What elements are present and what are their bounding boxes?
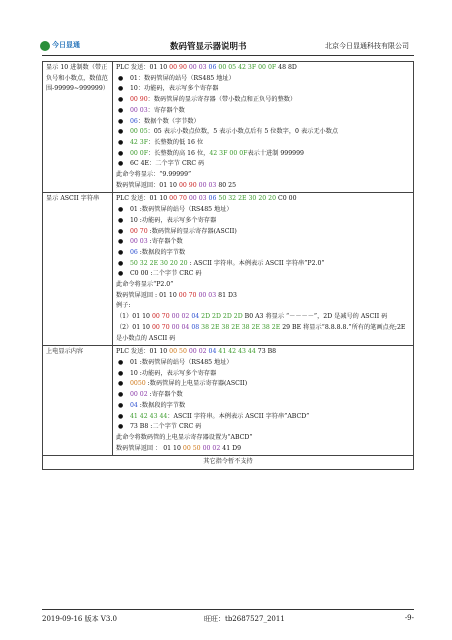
- text-segment: ：长整数的低 16 位: [148, 138, 204, 146]
- hex-field: 00 03: [188, 195, 209, 203]
- text-segment: 6C 4E：二个字节 CRC 码: [129, 160, 205, 168]
- hex-field: 06: [129, 248, 138, 256]
- hex-field: 00 03: [188, 64, 209, 71]
- logo-icon: [40, 41, 50, 51]
- hex-field: 42 3F: [129, 138, 149, 146]
- text-segment: ：05 表示小数点位数，5 表示小数点后有 5 位数字，0 表示无小数点: [147, 128, 339, 136]
- hex-field: 00 03: [198, 291, 219, 299]
- content-line: [116, 312, 410, 323]
- section-content: [112, 193, 413, 346]
- text-segment: :寄存器个数: [147, 391, 183, 399]
- bullet-item: [116, 117, 410, 128]
- text-segment: 01 :数码管屏的站号（RS485 地址）: [129, 358, 233, 366]
- bullet-item: [116, 84, 410, 95]
- content-line: [116, 291, 410, 302]
- header-divider: [42, 55, 414, 56]
- hex-field: 00 02: [129, 391, 148, 399]
- text-segment: :数码管屏的显示寄存器(ASCII): [147, 227, 237, 235]
- hex-field: 00 70: [129, 227, 148, 235]
- hex-field: 00 05 42 3F 00 0F: [218, 64, 279, 71]
- text-segment: C0 00 :二个字节 CRC 码: [129, 270, 202, 278]
- hex-field: 41 42 43 44: [129, 412, 168, 420]
- content-line: [116, 280, 410, 291]
- text-segment: 例子:: [115, 302, 131, 310]
- text-segment: PLC 发送：01 10: [115, 348, 170, 356]
- bullet-item: [116, 369, 410, 380]
- text-segment: 数码管屏返回 ： 01 10: [115, 444, 183, 452]
- bullet-item: [116, 227, 410, 238]
- text-segment: 数码管屏返回 : 01 10: [115, 291, 179, 299]
- text-segment: :数码管屏的上电显示寄存器(ASCII): [145, 380, 248, 388]
- text-segment: 此命令将显示“P2.0”: [115, 281, 174, 289]
- hex-field: 00 02: [171, 313, 192, 321]
- hex-field: 50 32 2E 30 20 20: [218, 195, 279, 203]
- hex-field: 50 32 2E 30 20 20: [129, 259, 188, 267]
- content-line: [116, 181, 410, 192]
- bullet-item: [116, 358, 410, 369]
- text-segment: 10 :功能码，表示写多个寄存器: [129, 369, 217, 377]
- hex-field: 00 70: [178, 291, 199, 299]
- document-title: 数码管显示器说明书: [170, 42, 247, 52]
- content-line: [116, 194, 410, 205]
- bullet-item: [116, 422, 410, 433]
- content-line: [116, 170, 410, 181]
- text-segment: ：长整数的高 16 位，: [148, 149, 210, 157]
- bullet-item: [116, 216, 410, 227]
- hex-field: 00 05: [129, 128, 148, 136]
- hex-field: 00 90: [178, 181, 199, 189]
- section-content: [112, 346, 413, 456]
- hex-field: 06: [208, 195, 219, 203]
- bullet-item: [116, 74, 410, 85]
- text-segment: 29 BE 将显示“8.8.8.8.”所有的笔画点亮;2E 是小数点的 ASCII 码: [115, 323, 406, 342]
- bullet-item: [116, 412, 410, 423]
- bullet-item: [116, 127, 410, 138]
- content-line: [116, 301, 410, 312]
- text-segment: B0 A3 将显示 “－－－－”，2D 是减号的 ASCII 码: [244, 313, 388, 321]
- content-line: [116, 347, 410, 358]
- bullet-item: [116, 379, 410, 390]
- command-table: [42, 61, 414, 470]
- text-segment: C0 00: [278, 195, 297, 203]
- text-segment: 41 D9: [222, 444, 242, 452]
- bullet-item: [116, 269, 410, 280]
- text-segment: 数码管屏返回：01 10: [115, 181, 179, 189]
- bullet-item: [116, 205, 410, 216]
- hex-field: 0050: [129, 380, 146, 388]
- hex-field: 00 90: [169, 64, 189, 71]
- footer-divider: [42, 609, 414, 610]
- bullet-item: [116, 95, 410, 106]
- hex-field: 00 70: [151, 313, 172, 321]
- text-segment: 48 8D: [278, 64, 297, 71]
- text-segment: ：寄存器个数: [147, 106, 185, 114]
- section-content: [112, 62, 413, 193]
- text-segment: 81 D3: [218, 291, 237, 299]
- text-segment: 01：数码管屏的站号（RS485 地址）: [129, 74, 235, 82]
- hex-field: 00 03: [198, 181, 219, 189]
- text-segment: :寄存器个数: [147, 238, 183, 246]
- text-segment: 73 B8 :二个字节 CRC 码: [129, 423, 202, 431]
- hex-field: 00 03: [129, 106, 148, 114]
- section-label: 显示 10 进制数（带正负号和小数点，数值范围-99999~999999）: [43, 62, 113, 193]
- contact: 旺旺：tb2687527_2011: [204, 615, 285, 623]
- hex-field: 00 03: [129, 238, 148, 246]
- hex-field: 41 42 43 44: [218, 348, 258, 356]
- hex-field: 00 04: [171, 323, 192, 331]
- section-row: [43, 193, 414, 346]
- text-segment: :数据段的字节数: [137, 401, 186, 409]
- text-segment: 此命令将显示：“9.99999”: [115, 171, 192, 179]
- hex-field: 2D 2D 2D 2D: [201, 313, 245, 321]
- content-line: [116, 433, 410, 444]
- content-line: [116, 444, 410, 455]
- hex-field: 42 3F 00 0F: [209, 149, 248, 157]
- bullet-item: [116, 106, 410, 117]
- page-number: -9-: [404, 614, 414, 622]
- hex-field: 00 0F: [129, 149, 149, 157]
- company-name: 北京今日显通科技有限公司: [325, 42, 409, 50]
- hex-field: 00 70: [151, 323, 172, 331]
- text-segment: PLC 发送：01 10: [115, 195, 170, 203]
- bullet-item: [116, 248, 410, 259]
- text-segment: ：ASCII 字符串。本例表示 ASCII 字符串”ABCD”: [167, 412, 310, 420]
- content-line: [116, 323, 410, 344]
- bullet-item: [116, 390, 410, 401]
- hex-field: 00 90: [129, 96, 148, 104]
- section-row: [43, 62, 414, 193]
- text-segment: 73 B8: [257, 348, 277, 356]
- table-footer-note: 其它指令暂不支持: [43, 456, 414, 470]
- hex-field: 06: [129, 117, 138, 125]
- bullet-item: [116, 237, 410, 248]
- hex-field: 38 2E 38 2E 38 2E 38 2E: [201, 323, 283, 331]
- hex-field: 00 02: [202, 444, 223, 452]
- text-segment: 80 25: [218, 181, 237, 189]
- section-label: 显示 ASCII 字符串: [43, 193, 113, 346]
- hex-field: 00 70: [169, 195, 189, 203]
- bullet-item: [116, 149, 410, 160]
- bullet-item: [116, 401, 410, 412]
- section-label: 上电显示内容: [43, 346, 113, 456]
- hex-field: 06: [208, 64, 219, 71]
- bullet-item: [116, 138, 410, 149]
- table-footer-row: [43, 456, 414, 470]
- text-segment: :数据段的字节数: [137, 248, 186, 256]
- page-footer: [42, 614, 414, 626]
- bullet-item: [116, 159, 410, 170]
- page-header: [0, 0, 452, 58]
- text-segment: （1）01 10: [115, 313, 152, 321]
- company-logo: [40, 40, 80, 52]
- hex-field: 04: [129, 401, 138, 409]
- content-line: [116, 63, 410, 74]
- section-row: [43, 346, 414, 456]
- text-segment: 10：功能码，表示写多个寄存器: [129, 85, 219, 93]
- hex-field: 04: [191, 313, 202, 321]
- text-segment: 10 :功能码，表示写多个寄存器: [129, 216, 217, 224]
- text-segment: 表示十进制 999999: [247, 149, 304, 157]
- hex-field: 00 50: [169, 348, 189, 356]
- hex-field: 04: [208, 348, 219, 356]
- text-segment: 01 :数码管屏的站号（RS485 地址）: [129, 206, 233, 214]
- bullet-item: [116, 259, 410, 270]
- hex-field: 08: [191, 323, 202, 331]
- hex-field: 00 02: [188, 348, 209, 356]
- date-version: 2019-09-16 版本 V3.0: [42, 615, 117, 623]
- text-segment: ：数据个数（字节数）: [137, 117, 200, 125]
- logo-text: 今日显通: [52, 41, 80, 49]
- text-segment: : ASCII 字符串。本例表示 ASCII 字符串”P2.0”: [187, 259, 325, 267]
- text-segment: 此命令将数码管的上电显示寄存器设置为“ABCD”: [115, 433, 253, 441]
- hex-field: 00 50: [182, 444, 203, 452]
- text-segment: PLC 发送：01 10: [115, 64, 170, 71]
- text-segment: （2）01 10: [115, 323, 152, 331]
- text-segment: ：数码管屏的显示寄存器（带小数点和正负号的整数）: [147, 96, 297, 104]
